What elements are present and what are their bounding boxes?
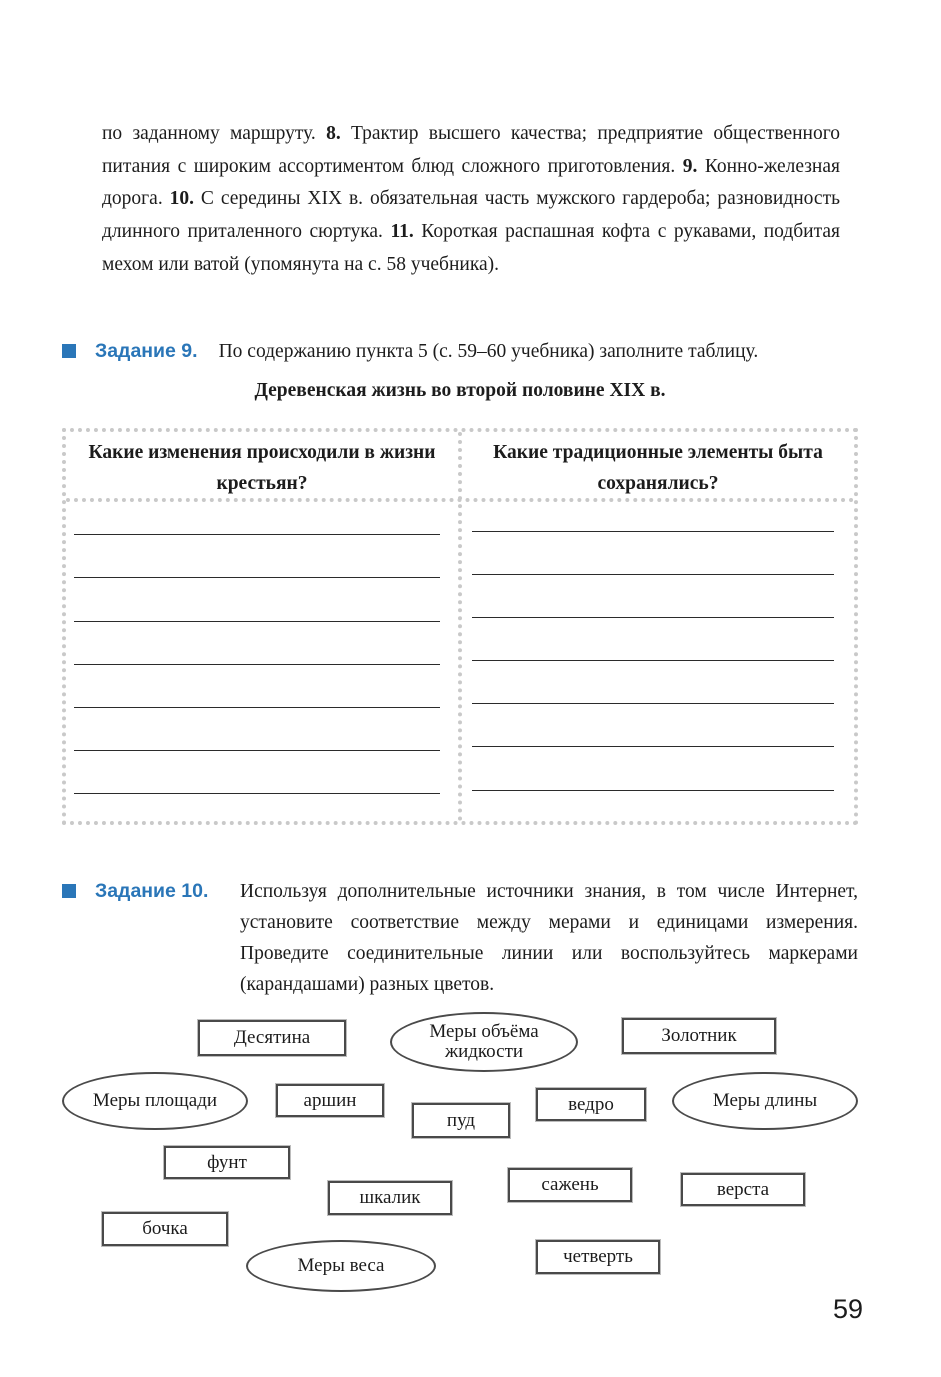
task-square-icon [62,344,76,358]
task9-header [62,340,758,363]
write-line[interactable] [472,574,834,575]
write-line[interactable] [74,750,440,751]
task10-instruction: Используя дополнительные источники знания, в том числе Интернет, установите соответствие между мерами и единицами измерения. Проведите соединительные линии или воспользуйтесь маркерами (карандашами) разных цветов. [240,881,858,995]
intro-paragraph [102,118,840,282]
write-line[interactable] [74,707,440,708]
unit-versta-box[interactable]: верста [681,1173,805,1206]
unit-pud-box[interactable]: пуд [412,1103,510,1138]
item-number: 9. [682,155,698,177]
unit-zolotnik-box[interactable]: Золотник [622,1018,776,1054]
intro-text: С середины XIX в. обязательная часть мужского гардероба; разновидность длинного приталенного сюртука. [102,188,840,243]
write-line[interactable] [472,703,834,704]
unit-sazhen-box[interactable]: сажень [508,1168,632,1202]
unit-vedro-box[interactable]: ведро [536,1088,646,1121]
category-area-oval[interactable]: Меры площади [62,1072,248,1130]
task9-instruction: По содержанию пункта 5 (с. 59–60 учебника) заполните таблицу. [218,341,759,362]
category-weight-oval[interactable]: Меры веса [246,1240,436,1292]
task10-header [62,880,208,903]
unit-arshin-box[interactable]: аршин [276,1084,384,1117]
write-line[interactable] [74,793,440,794]
intro-text: Трактир высшего качества; предприятие общественного питания с широким ассортиментом блюд сложного приготовления. [102,123,840,177]
item-number: 10. [169,188,194,210]
col2-header: Какие традиционные элементы быта сохранялись? [493,442,823,494]
write-line[interactable] [472,660,834,661]
unit-shkalik-box[interactable]: шкалик [328,1181,452,1215]
intro-text: Конно-железная дорога. [102,155,840,210]
write-line[interactable] [472,617,834,618]
task9-label: Задание 9. [95,340,198,362]
write-line[interactable] [472,531,834,532]
write-line[interactable] [472,746,834,747]
intro-text: Короткая распашная кофта с рукавами, подбитая мехом или ватой (упомянута на с. 58 учебника). [102,221,841,275]
write-line[interactable] [74,534,440,535]
item-number: 8. [326,123,341,144]
write-line[interactable] [74,621,440,622]
page-number: 59 [832,1294,863,1324]
task-square-icon [62,884,76,898]
answer-table [62,428,858,825]
task10-label: Задание 10. [95,880,209,902]
col1-header: Какие изменения происходили в жизни крестьян? [88,442,436,494]
table-title: Деревенская жизнь во второй половине XIX в. [254,380,666,401]
unit-desyatina-box[interactable]: Десятина [198,1020,346,1056]
write-line[interactable] [74,577,440,578]
write-line[interactable] [74,664,440,665]
category-volume-oval[interactable]: Меры объёма жидкости [390,1012,578,1072]
unit-funt-box[interactable]: фунт [164,1146,290,1179]
unit-chetvert-box[interactable]: четверть [536,1240,660,1274]
item-number: 11. [390,221,414,243]
category-length-oval[interactable]: Меры длины [672,1072,858,1130]
unit-bochka-box[interactable]: бочка [102,1212,228,1246]
write-line[interactable] [472,790,834,791]
intro-text: по заданному маршруту. [102,123,327,144]
